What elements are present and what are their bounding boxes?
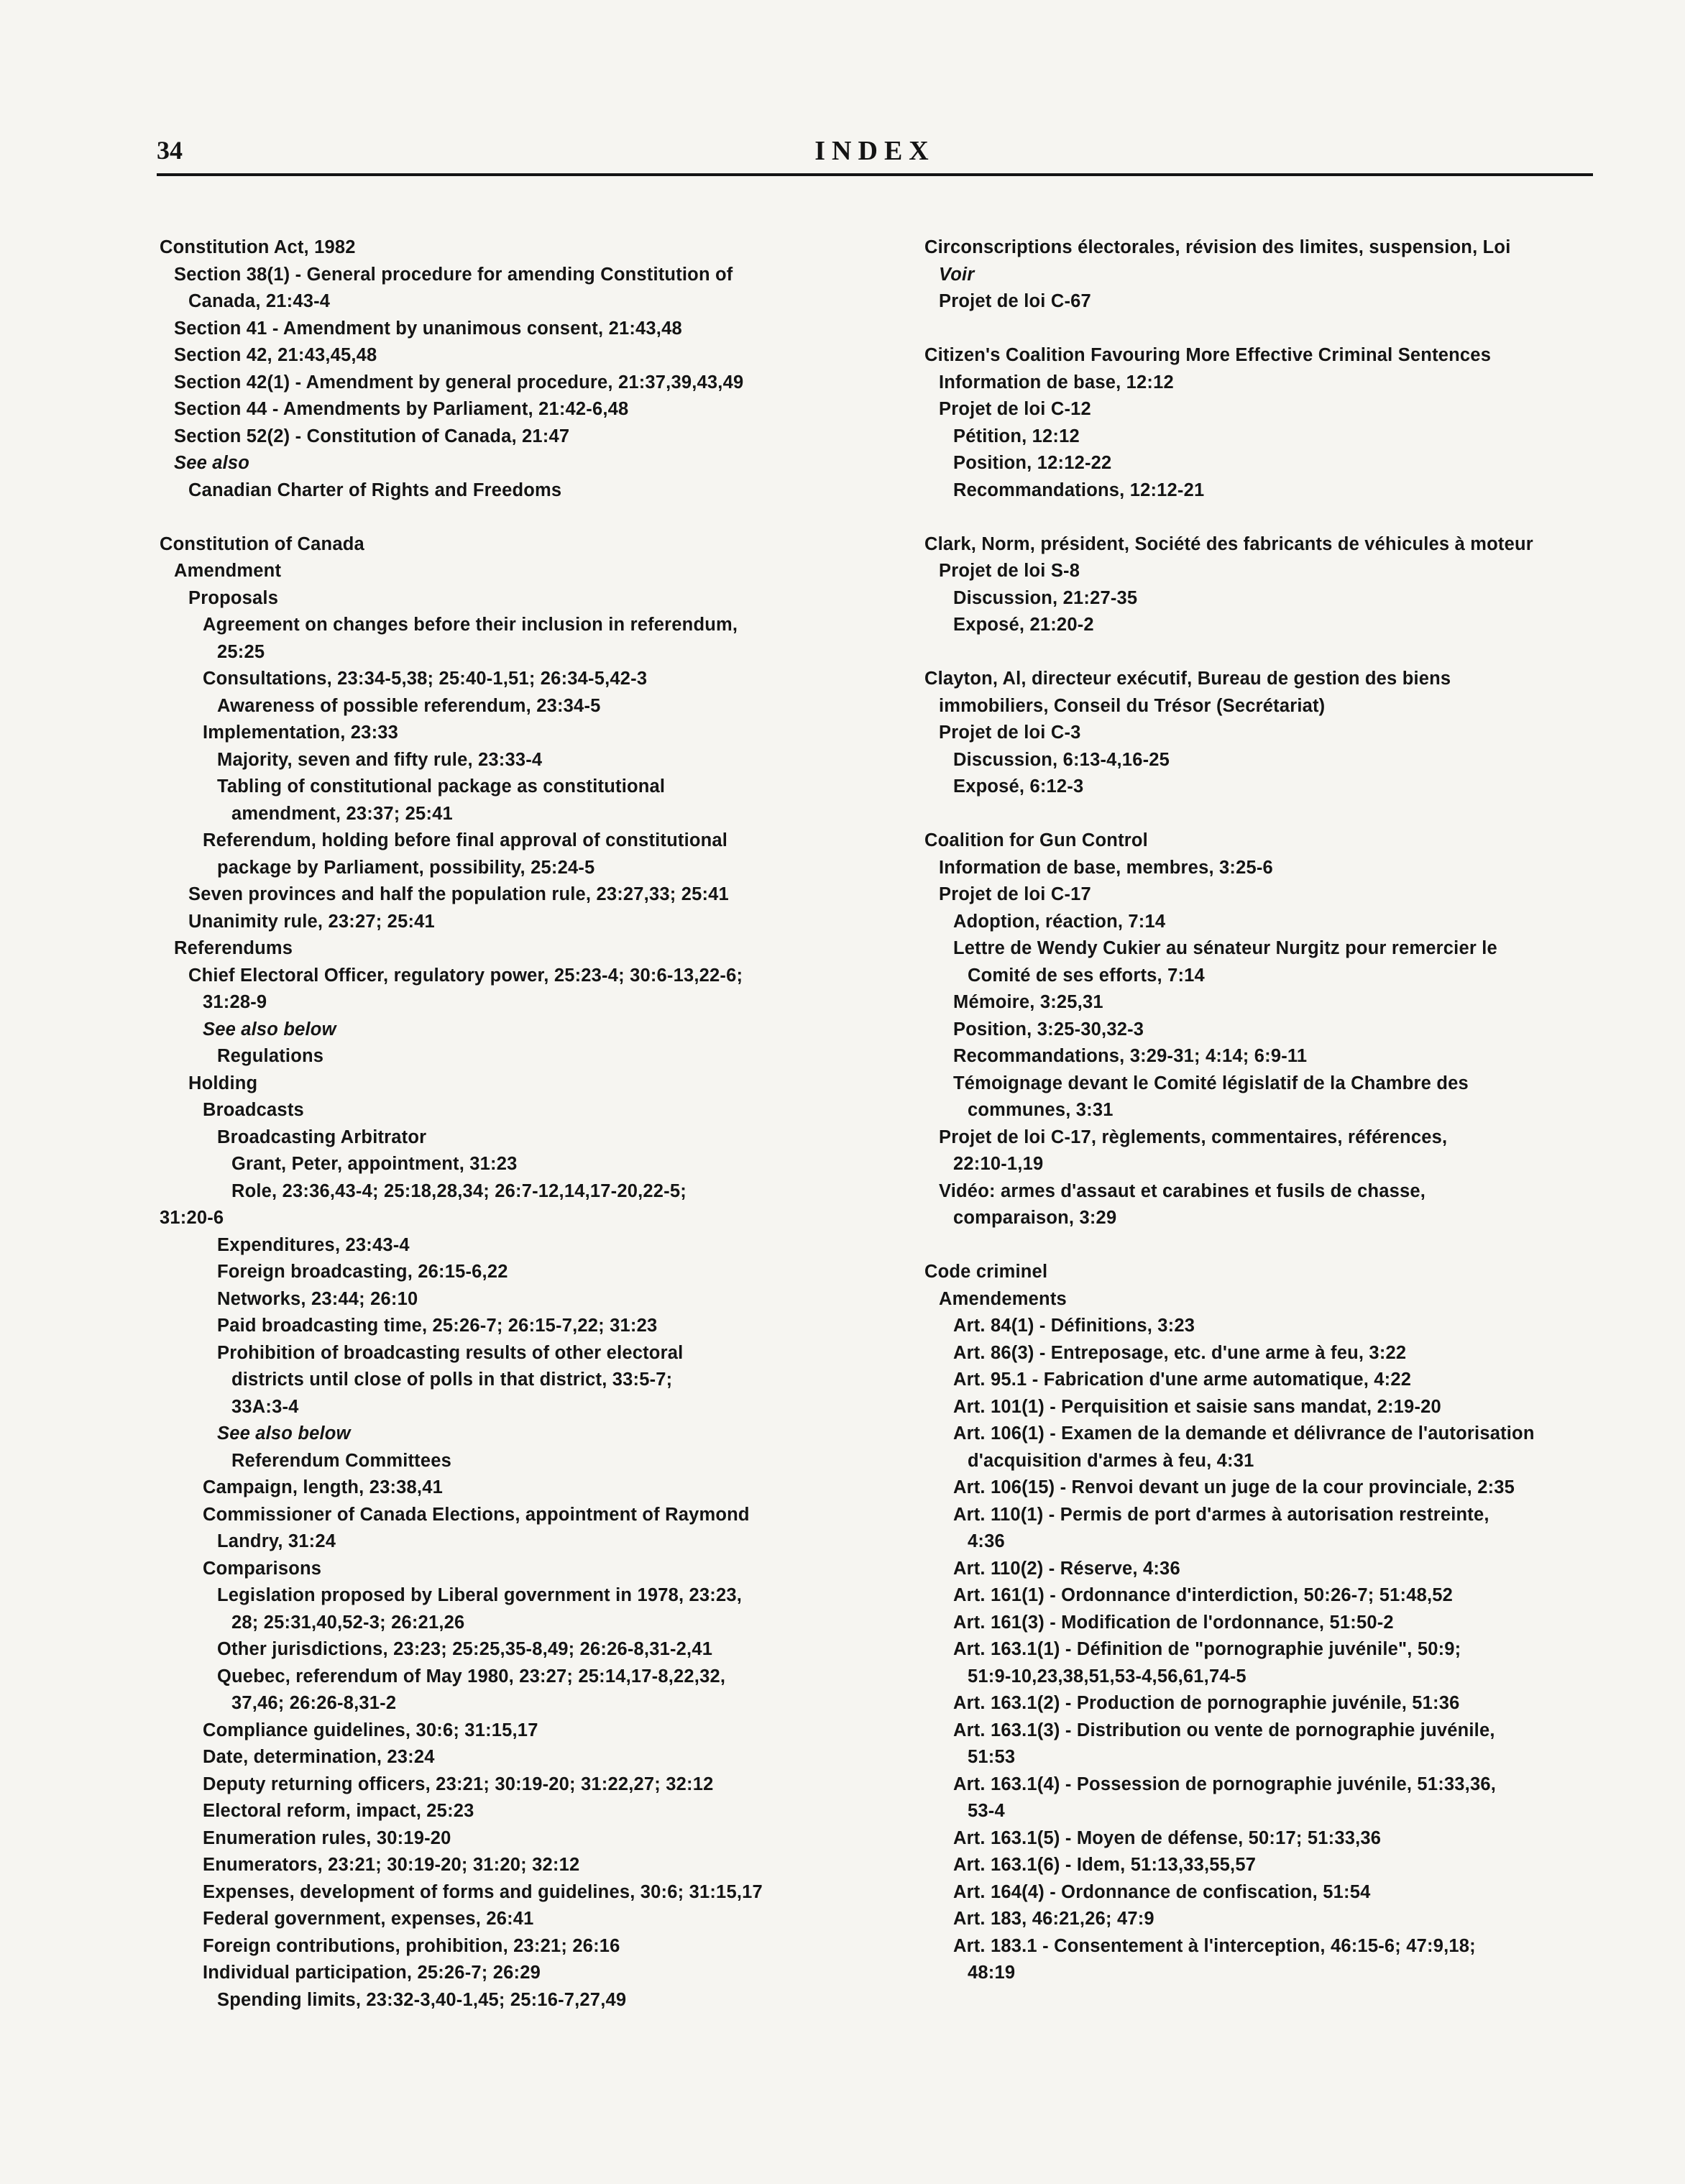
index-entry: 28; 25:31,40,52-3; 26:21,26 [231,1612,465,1633]
index-entry: immobiliers, Conseil du Trésor (Secrétariat) [939,695,1326,716]
index-entry: package by Parliament, possibility, 25:24-5 [217,857,595,878]
index-entry: Recommandations, 12:12-21 [953,480,1205,500]
index-entry: Federal government, expenses, 26:41 [203,1909,534,1929]
index-entry: Projet de loi C-12 [939,399,1091,419]
index-entry: Exposé, 21:20-2 [953,615,1094,635]
index-entry: 4:36 [968,1531,1005,1551]
index-heading: Citizen's Coalition Favouring More Effective Criminal Sentences [924,345,1492,365]
page-header [157,135,1593,178]
index-entry: Compliance guidelines, 30:6; 31:15,17 [203,1720,538,1740]
index-entry: Position, 3:25-30,32-3 [953,1019,1144,1040]
cross-reference: Voir [939,264,975,285]
index-entry: Section 42(1) - Amendment by general procedure, 21:37,39,43,49 [174,372,744,393]
index-entry: Proposals [188,587,279,608]
index-entry: Art. 110(1) - Permis de port d'armes à autorisation restreinte, [953,1504,1489,1525]
index-entry: Electoral reform, impact, 25:23 [203,1801,474,1821]
index-entry: Art. 183, 46:21,26; 47:9 [953,1909,1154,1929]
index-entry: 31:28-9 [203,992,267,1012]
index-entry: 31:20-6 [160,1208,224,1228]
index-entry: Agreement on changes before their inclusion in referendum, [203,615,738,635]
index-entry: Art. 163.1(5) - Moyen de défense, 50:17; 51:33,36 [953,1827,1382,1848]
entry-gap [924,316,1629,343]
index-heading: Clayton, Al, directeur exécutif, Bureau de gestion des biens [924,669,1451,689]
index-entry: Majority, seven and fifty rule, 23:33-4 [217,749,543,770]
index-entry: Enumerators, 23:21; 30:19-20; 31:20; 32:12 [203,1855,580,1875]
index-entry: Section 44 - Amendments by Parliament, 21:42-6,48 [174,399,629,419]
index-entry: Regulations [217,1046,324,1066]
index-entry: 48:19 [968,1963,1016,1983]
index-entry: Art. 163.1(4) - Possession de pornographie juvénile, 51:33,36, [953,1774,1496,1794]
index-entry: Foreign contributions, prohibition, 23:21; 26:16 [203,1935,620,1956]
index-entry: districts until close of polls in that district, 33:5-7; [231,1369,673,1390]
index-entry: Prohibition of broadcasting results of other electoral [217,1342,684,1363]
index-entry: Art. 161(1) - Ordonnance d'interdiction, 50:26-7; 51:48,52 [953,1585,1454,1605]
entry-gap [924,1232,1629,1260]
index-entry: Comparisons [203,1558,322,1579]
index-entry: Art. 183.1 - Consentement à l'interception, 46:15-6; 47:9,18; [953,1935,1476,1956]
index-entry: Section 42, 21:43,45,48 [174,345,377,365]
index-entry: Art. 106(1) - Examen de la demande et délivrance de l'autorisation [953,1423,1535,1444]
index-entry: Vidéo: armes d'assaut et carabines et fusils de chasse, [939,1180,1426,1201]
entry-gap [924,639,1629,666]
index-heading: Circonscriptions électorales, révision des limites, suspension, Loi [924,237,1511,257]
index-entry: Referendum Committees [231,1450,452,1471]
index-entry: Recommandations, 3:29-31; 4:14; 6:9-11 [953,1046,1308,1066]
index-entry: Date, determination, 23:24 [203,1747,435,1767]
index-entry: 51:9-10,23,38,51,53-4,56,61,74-5 [968,1666,1246,1687]
index-entry: Legislation proposed by Liberal government in 1978, 23:23, [217,1585,743,1605]
index-entry: 37,46; 26:26-8,31-2 [231,1693,397,1713]
index-entry: Section 52(2) - Constitution of Canada, 21:47 [174,426,570,446]
index-entry: amendment, 23:37; 25:41 [231,803,453,824]
index-entry: Tabling of constitutional package as constitutional [217,776,666,797]
index-entry: Deputy returning officers, 23:21; 30:19-20; 31:22,27; 32:12 [203,1774,714,1794]
index-entry: Canadian Charter of Rights and Freedoms [188,480,562,500]
index-entry: Expenses, development of forms and guidelines, 30:6; 31:15,17 [203,1881,763,1902]
index-entry: Quebec, referendum of May 1980, 23:27; 25:14,17-8,22,32, [217,1666,726,1687]
index-entry: Campaign, length, 23:38,41 [203,1477,443,1497]
index-entry: Projet de loi C-67 [939,291,1091,311]
entry-gap [924,504,1629,531]
index-entry: Témoignage devant le Comité législatif de la Chambre des [953,1073,1469,1093]
index-entry: Art. 84(1) - Définitions, 3:23 [953,1316,1195,1336]
index-entry: Art. 110(2) - Réserve, 4:36 [953,1558,1180,1579]
index-entry: Broadcasting Arbitrator [217,1127,427,1147]
index-entry: Pétition, 12:12 [953,426,1080,446]
index-heading: Code criminel [924,1262,1048,1282]
index-entry: d'acquisition d'armes à feu, 4:31 [968,1450,1254,1471]
index-entry: comparaison, 3:29 [953,1208,1117,1228]
index-column-right [924,234,1629,1987]
index-entry: Landry, 31:24 [217,1531,336,1551]
index-entry: Discussion, 21:27-35 [953,587,1138,608]
index-entry: Section 41 - Amendment by unanimous consent, 21:43,48 [174,318,682,339]
index-entry: Consultations, 23:34-5,38; 25:40-1,51; 26:34-5,42-3 [203,669,648,689]
index-entry: communes, 3:31 [968,1100,1114,1120]
index-entry: Art. 163.1(1) - Définition de "pornographie juvénile", 50:9; [953,1639,1461,1659]
index-entry: Paid broadcasting time, 25:26-7; 26:15-7,22; 31:23 [217,1316,658,1336]
index-entry: Role, 23:36,43-4; 25:18,28,34; 26:7-12,14,17-20,22-5; [231,1180,687,1201]
index-entry: Referendum, holding before final approval of constitutional [203,830,728,850]
index-entry: Foreign broadcasting, 26:15-6,22 [217,1262,508,1282]
index-entry: Position, 12:12-22 [953,453,1112,473]
index-entry: Information de base, membres, 3:25-6 [939,857,1273,878]
index-entry: Lettre de Wendy Cukier au sénateur Nurgitz pour remercier le [953,938,1497,958]
index-entry: Grant, Peter, appointment, 31:23 [231,1154,518,1174]
index-heading: Coalition for Gun Control [924,830,1148,850]
index-entry: Spending limits, 23:32-3,40-1,45; 25:16-7,27,49 [217,1989,627,2010]
index-entry: Holding [188,1073,258,1093]
index-entry: Art. 164(4) - Ordonnance de confiscation, 51:54 [953,1881,1371,1902]
index-entry: Projet de loi S-8 [939,561,1080,581]
index-entry: Amendements [939,1288,1067,1309]
index-entry: Enumeration rules, 30:19-20 [203,1827,451,1848]
index-entry: Seven provinces and half the population rule, 23:27,33; 25:41 [188,884,729,904]
index-entry: Projet de loi C-17 [939,884,1091,904]
page-number: 34 [157,136,183,165]
cross-reference: See also [174,453,250,473]
index-heading: Clark, Norm, président, Société des fabricants de véhicules à moteur [924,533,1533,554]
index-entry: Art. 86(3) - Entreposage, etc. d'une arme à feu, 3:22 [953,1342,1407,1363]
index-entry: Amendment [174,561,282,581]
index-entry: Art. 161(3) - Modification de l'ordonnance, 51:50-2 [953,1612,1394,1633]
index-column-left [160,234,878,2014]
index-entry: Art. 163.1(2) - Production de pornographie juvénile, 51:36 [953,1693,1460,1713]
index-entry: Commissioner of Canada Elections, appointment of Raymond [203,1504,750,1525]
index-entry: 33A:3-4 [231,1396,299,1417]
index-entry: Awareness of possible referendum, 23:34-5 [217,695,601,716]
index-entry: Referendums [174,938,293,958]
index-entry: Section 38(1) - General procedure for amending Constitution of [174,264,733,285]
index-entry: Canada, 21:43-4 [188,291,331,311]
index-entry: 53-4 [968,1801,1005,1821]
index-entry: Discussion, 6:13-4,16-25 [953,749,1170,770]
cross-reference: See also below [203,1019,336,1040]
entry-gap [924,801,1629,828]
index-entry: Art. 163.1(6) - Idem, 51:13,33,55,57 [953,1855,1257,1875]
entry-gap [160,504,878,531]
running-head-title: INDEX [814,136,935,166]
index-entry: Projet de loi C-3 [939,722,1081,743]
index-entry: Comité de ses efforts, 7:14 [968,965,1205,986]
index-entry: Chief Electoral Officer, regulatory power, 25:23-4; 30:6-13,22-6; [188,965,743,986]
index-entry: Implementation, 23:33 [203,722,399,743]
index-entry: Art. 95.1 - Fabrication d'une arme automatique, 4:22 [953,1369,1412,1390]
index-entry: 22:10-1,19 [953,1154,1044,1174]
index-entry: Information de base, 12:12 [939,372,1174,393]
index-entry: 51:53 [968,1747,1016,1767]
cross-reference: See also below [217,1423,351,1444]
index-entry: Expenditures, 23:43-4 [217,1234,410,1255]
index-heading: Constitution of Canada [160,533,364,554]
index-entry: Exposé, 6:12-3 [953,776,1084,797]
index-entry: Art. 163.1(3) - Distribution ou vente de pornographie juvénile, [953,1720,1495,1740]
index-entry: Networks, 23:44; 26:10 [217,1288,418,1309]
index-entry: Projet de loi C-17, règlements, commentaires, références, [939,1127,1448,1147]
index-entry: Art. 101(1) - Perquisition et saisie sans mandat, 2:19-20 [953,1396,1441,1417]
header-rule [157,173,1593,176]
index-heading: Constitution Act, 1982 [160,237,356,257]
index-entry: Individual participation, 25:26-7; 26:29 [203,1963,541,1983]
index-entry: Broadcasts [203,1100,304,1120]
index-entry: Adoption, réaction, 7:14 [953,911,1166,932]
index-entry: Art. 106(15) - Renvoi devant un juge de la cour provinciale, 2:35 [953,1477,1515,1497]
index-entry: Other jurisdictions, 23:23; 25:25,35-8,49; 26:26-8,31-2,41 [217,1639,713,1659]
index-entry: Mémoire, 3:25,31 [953,992,1103,1012]
index-entry: 25:25 [217,641,265,662]
index-entry: Unanimity rule, 23:27; 25:41 [188,911,435,932]
